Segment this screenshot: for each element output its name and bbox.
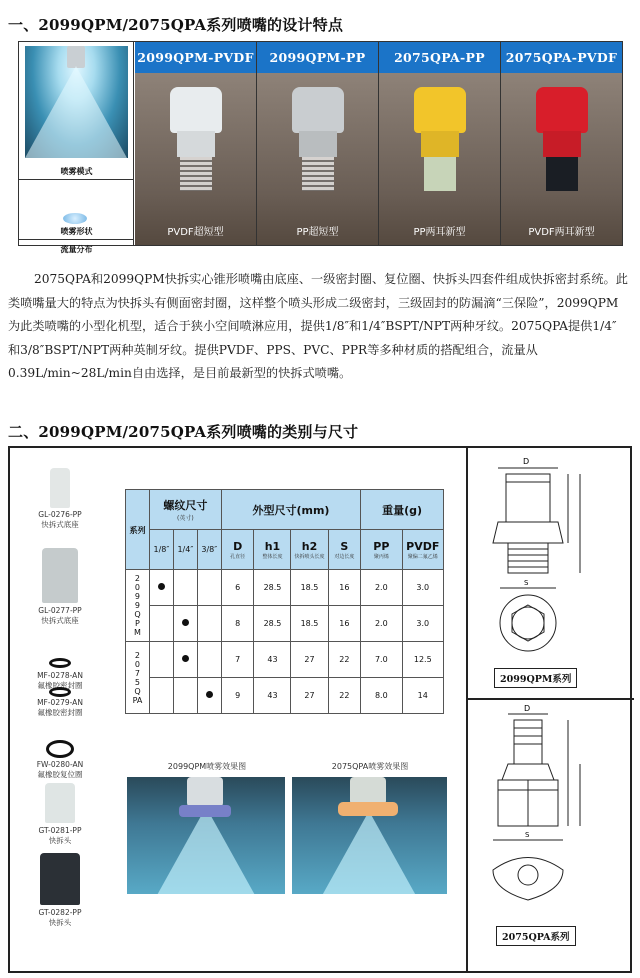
thread-col-header: 1/4″	[173, 530, 197, 570]
value-cell-h2: 18.5	[291, 570, 328, 606]
value-cell-pp: 2.0	[361, 606, 402, 642]
part-code: GL-0276-PP	[38, 510, 82, 519]
dim-col-header: h1 整体长度	[254, 530, 291, 570]
spray-mode-image	[25, 46, 128, 158]
product-photo	[135, 73, 256, 245]
value-cell-pvdf: 3.0	[402, 570, 443, 606]
part-name: 快拆头	[48, 918, 72, 927]
value-cell-pp: 7.0	[361, 642, 402, 678]
product-caption: PP两耳新型	[413, 227, 466, 238]
spray-shape-label: 喷雾形状	[60, 227, 93, 236]
thread-col-header: 3/8″	[197, 530, 221, 570]
dim-col-header: S 对边长度	[328, 530, 361, 570]
thread-cell	[173, 678, 197, 714]
flow-dist-label: 流量分布	[60, 245, 93, 254]
model-tag-2099: 2099QPM系列	[494, 668, 577, 688]
part-image	[49, 687, 71, 697]
product-photo	[379, 73, 500, 245]
thread-cell	[173, 606, 197, 642]
part-name: 快拆头	[48, 836, 72, 845]
value-cell-h2: 27	[291, 642, 328, 678]
product-column-1	[135, 42, 257, 245]
value-cell-pvdf: 3.0	[402, 606, 443, 642]
product-column-4	[501, 42, 622, 245]
spec-row	[126, 570, 444, 606]
part-image	[42, 548, 78, 603]
part-name: 氟橡胶密封圈	[37, 681, 83, 690]
product-header: 2099QPM-PVDF	[135, 42, 256, 73]
value-cell-s: 22	[328, 642, 361, 678]
effect-image-2075	[292, 777, 447, 894]
selected-dot-icon	[182, 655, 189, 662]
section1-heading: 一、2099QPM/2075QPA系列喷嘴的设计特点	[8, 16, 344, 34]
thread-header: 螺纹尺寸 (英寸)	[149, 490, 221, 530]
part-image	[40, 853, 80, 905]
value-cell-s: 22	[328, 678, 361, 714]
value-cell-pp: 8.0	[361, 678, 402, 714]
thread-cell	[197, 642, 221, 678]
series-header: 系列	[126, 490, 150, 570]
value-cell-h1: 43	[254, 678, 291, 714]
product-header: 2075QPA-PVDF	[501, 42, 622, 73]
spec-table	[125, 489, 444, 714]
thread-cell	[149, 642, 173, 678]
part-code: GT-0281-PP	[38, 826, 82, 835]
description-paragraph: 2075QPA和2099QPM快拆实心锥形喷嘴由底座、一级密封圈、复位圈、快拆头四套件组成快拆密封系统。此类喷嘴量大的特点为快拆头有侧面密封圈，这样整个喷头形成二级密封，三级固封的防漏滴“三保险”，2099QPM为此类喷嘴的小型化机型，适合于狭小空间喷淋应用，提供1/8″和1/4″BSPT/NPT两种牙纹。2075QPA提供1/4″和3/8″BSPT/NPT两种英制牙纹。提供PVDF、PPS、PVC、PPR等多种材质的搭配组合，流量从0.39L/min~28L/min自由选择，是目前最新型的快拆式喷嘴。	[8, 272, 628, 380]
series-cell: 2075QPA	[126, 642, 150, 714]
category-size-panel	[8, 446, 632, 973]
product-header: 2099QPM-PP	[257, 42, 378, 73]
effect-title-2075: 2075QPA喷雾效果图	[331, 762, 409, 771]
effect-title-2099: 2099QPM喷雾效果图	[167, 762, 247, 771]
dim-header: 外型尺寸(mm)	[221, 490, 360, 530]
part-code: MF-0278-AN	[37, 671, 83, 680]
value-cell-h1: 28.5	[254, 570, 291, 606]
thread-cell	[173, 570, 197, 606]
value-cell-d: 8	[221, 606, 254, 642]
product-caption: PVDF超短型	[167, 227, 224, 238]
spray-shape-icon	[63, 213, 87, 224]
parts-column	[10, 448, 120, 971]
product-header: 2075QPA-PP	[379, 42, 500, 73]
thread-col-header: 1/8″	[149, 530, 173, 570]
part-label	[10, 760, 110, 780]
part-name: 氟橡胶复位圈	[37, 770, 83, 779]
spec-row	[126, 642, 444, 678]
product-caption: PVDF两耳新型	[528, 227, 595, 238]
series-cell: 2099QPM	[126, 570, 150, 642]
part-image	[50, 468, 70, 508]
product-photo	[501, 73, 622, 245]
value-cell-h2: 18.5	[291, 606, 328, 642]
spray-mode-label: 喷雾模式	[60, 167, 93, 176]
value-cell-pp: 2.0	[361, 570, 402, 606]
dim-s-label: S	[524, 579, 529, 587]
part-label	[10, 606, 110, 626]
weight-header: 重量(g)	[361, 490, 444, 530]
drawing-area	[466, 448, 632, 971]
thread-cell	[197, 678, 221, 714]
value-cell-d: 7	[221, 642, 254, 678]
dim-col-header: h2 快拆喷头长度	[291, 530, 328, 570]
product-caption: PP超短型	[296, 227, 339, 238]
value-cell-pvdf: 12.5	[402, 642, 443, 678]
spray-info-column	[19, 42, 134, 254]
part-name: 快拆式底座	[41, 520, 79, 529]
spec-row	[126, 606, 444, 642]
part-name: 快拆式底座	[41, 616, 79, 625]
selected-dot-icon	[182, 619, 189, 626]
part-code: MF-0279-AN	[37, 698, 83, 707]
product-column-2	[257, 42, 379, 245]
thread-cell	[197, 570, 221, 606]
section2-heading: 二、2099QPM/2075QPA系列喷嘴的类别与尺寸	[8, 423, 359, 441]
part-label	[10, 908, 110, 928]
selected-dot-icon	[206, 691, 213, 698]
dim-col-header: D 孔直径	[221, 530, 254, 570]
thread-cell	[149, 678, 173, 714]
part-label	[10, 826, 110, 846]
value-cell-d: 6	[221, 570, 254, 606]
product-column-3	[379, 42, 501, 245]
part-image	[49, 658, 71, 668]
value-cell-s: 16	[328, 606, 361, 642]
value-cell-h1: 28.5	[254, 606, 291, 642]
dim-s-label-2: S	[525, 831, 530, 839]
part-name: 氟橡胶密封圈	[37, 708, 83, 717]
thread-cell	[149, 570, 173, 606]
effect-image-2099	[127, 777, 285, 894]
part-code: GL-0277-PP	[38, 606, 82, 615]
dim-d-label: D	[523, 457, 530, 466]
value-cell-s: 16	[328, 570, 361, 606]
weight-col-header: PP 聚丙烯	[361, 530, 402, 570]
part-code: FW-0280-AN	[36, 760, 84, 769]
thread-cell	[197, 606, 221, 642]
value-cell-h2: 27	[291, 678, 328, 714]
value-cell-h1: 43	[254, 642, 291, 678]
part-image	[45, 783, 75, 823]
value-cell-pvdf: 14	[402, 678, 443, 714]
weight-col-header: PVDF 聚偏二氟乙烯	[402, 530, 443, 570]
spec-row	[126, 678, 444, 714]
model-tag-2075: 2075QPA系列	[496, 926, 576, 946]
thread-cell	[149, 606, 173, 642]
drawing-2099	[468, 448, 634, 698]
value-cell-d: 9	[221, 678, 254, 714]
design-features-table	[18, 41, 623, 254]
part-code: GT-0282-PP	[38, 908, 82, 917]
part-image	[46, 740, 74, 758]
selected-dot-icon	[158, 583, 165, 590]
dim-d-label-2: D	[524, 704, 531, 713]
thread-cell	[173, 642, 197, 678]
part-label	[10, 510, 110, 530]
part-label	[10, 698, 110, 718]
product-photo	[257, 73, 378, 245]
